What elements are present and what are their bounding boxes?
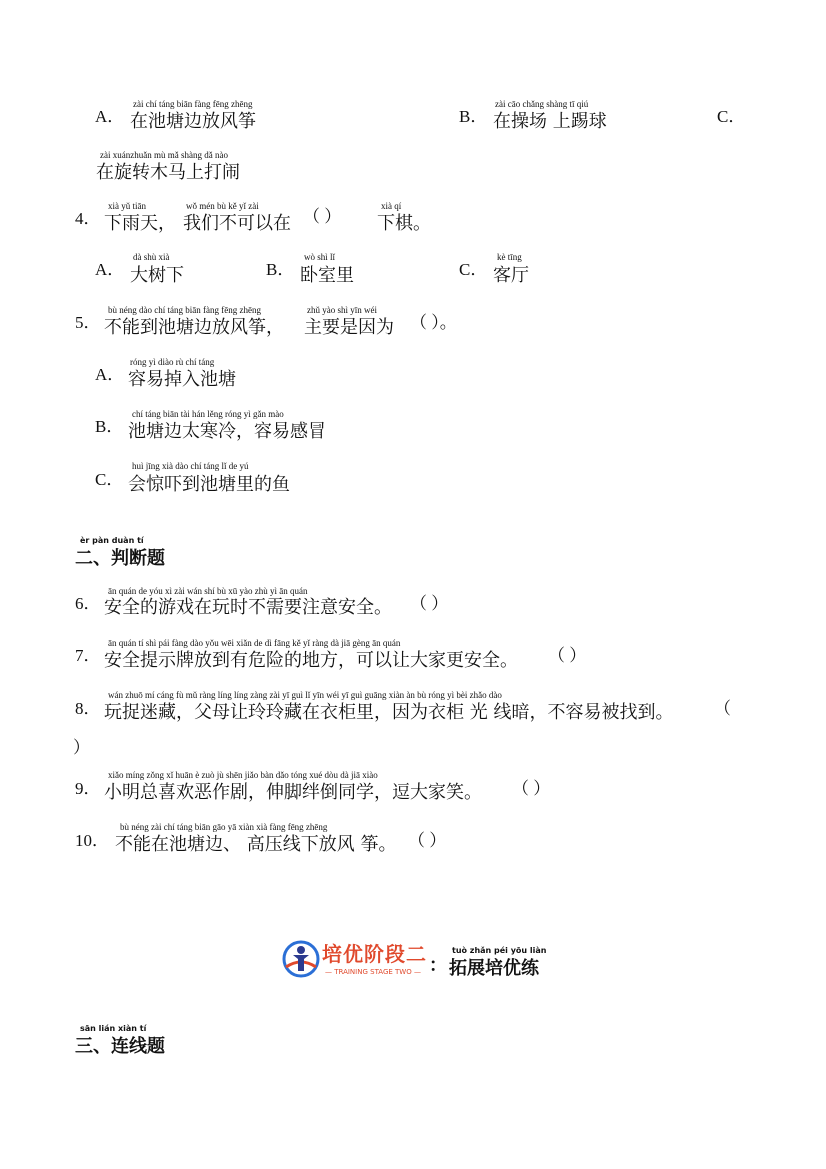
option-text: 在池塘边放风筝: [130, 111, 256, 132]
pinyin: zài xuánzhuǎn mù mǎ shàng dǎ nào: [100, 150, 228, 160]
question-text: 安全的游戏在玩时不需要注意安全。: [104, 597, 392, 618]
pinyin: zhǔ yào shì yīn wéi: [307, 305, 377, 315]
option-text: 会惊吓到池塘里的鱼: [128, 474, 290, 495]
question-text: 不能在池塘边、 高压线下放风 筝。: [115, 834, 397, 855]
option-label: A．: [95, 260, 125, 279]
pinyin: zài cāo chǎng shàng tī qiú: [495, 99, 589, 109]
question-number: 7．: [75, 646, 101, 665]
banner-title: 培优阶段二: [322, 942, 427, 966]
question-text: 不能到池塘边放风筝，: [104, 317, 284, 338]
question-number: 6．: [75, 594, 101, 613]
pinyin: huì jīng xià dào chí táng lǐ de yú: [132, 461, 249, 471]
option-text: 在操场 上踢球: [493, 111, 607, 132]
question-text: 安全提示牌放到有危险的地方，可以让大家更安全。: [104, 650, 518, 671]
banner-pinyin: tuò zhǎn péi yōu liàn: [452, 946, 547, 955]
answer-blank[interactable]: （ ）: [548, 646, 587, 665]
answer-blank[interactable]: （ ）。: [410, 313, 457, 332]
pinyin: ān quán de yóu xì zài wán shí bù xū yào zhù yì ān quán: [108, 586, 308, 596]
section-title: 三、连线题: [75, 1036, 165, 1057]
option-label: B．: [459, 107, 488, 126]
option-label: A．: [95, 107, 125, 126]
option-text: 在旋转木马上打闹: [96, 162, 240, 183]
banner-colon: ：: [429, 955, 447, 976]
training-stage-logo-icon: [281, 939, 321, 979]
question-text: 我们不可以在: [183, 213, 291, 234]
option-label: B．: [95, 417, 124, 436]
pinyin: wò shì lǐ: [304, 252, 336, 262]
answer-blank-open[interactable]: （: [714, 699, 731, 718]
question-number: 10．: [75, 831, 109, 850]
option-text: 大树下: [130, 265, 184, 286]
question-text: 下棋。: [377, 213, 431, 234]
option-text: 容易掉入池塘: [128, 369, 236, 390]
section-title: 二、判断题: [75, 548, 165, 569]
pinyin: bù néng zài chí táng biān gāo yā xiàn xià fàng fēng zhēng: [120, 822, 328, 832]
option-label: C．: [459, 260, 488, 279]
pinyin: xià yǔ tiān: [108, 201, 146, 211]
option-label: B．: [266, 260, 295, 279]
banner-text: 拓展培优练: [449, 958, 539, 979]
pinyin: wǒ mén bù kě yǐ zài: [186, 201, 259, 211]
answer-blank[interactable]: （ ）: [408, 831, 447, 850]
question-number: 4．: [75, 209, 101, 228]
pinyin: ān quán tí shì pái fàng dào yǒu wēi xiǎn de dì fāng kě yǐ ràng dà jiā gèng ān quán: [108, 638, 401, 648]
question-text: 下雨天，: [104, 213, 176, 234]
pinyin: kè tīng: [497, 252, 522, 262]
option-text: 卧室里: [300, 265, 354, 286]
option-text: 客厅: [493, 265, 529, 286]
answer-blank[interactable]: （ ）: [303, 207, 342, 226]
question-number: 8．: [75, 699, 101, 718]
pinyin: zài chí táng biān fàng fēng zhēng: [133, 99, 253, 109]
pinyin: chí táng biān tài hán lěng róng yì gǎn mào: [132, 409, 284, 419]
pinyin: wán zhuō mí cáng fù mǔ ràng líng líng zàng zài yī guì lǐ yīn wéi yī guì guāng xiàn àn bù róng yì bèi zhǎo dào: [108, 690, 502, 700]
pinyin: róng yì diào rù chí táng: [130, 357, 215, 367]
option-label: A．: [95, 365, 125, 384]
pinyin: dà shù xià: [133, 252, 170, 262]
answer-blank-close[interactable]: ）: [73, 738, 90, 757]
question-number: 9．: [75, 779, 101, 798]
section-pinyin: èr pàn duàn tí: [80, 536, 144, 545]
question-text: 主要是因为: [304, 317, 394, 338]
option-label: C．: [717, 107, 746, 126]
question-text: 小明总喜欢恶作剧，伸脚绊倒同学，逗大家笑。: [104, 782, 482, 803]
answer-blank[interactable]: （ ）: [512, 779, 551, 798]
banner-subtitle: — TRAINING STAGE TWO —: [325, 968, 421, 976]
pinyin: xiǎo míng zǒng xǐ huān è zuò jù shēn jiǎo bàn dǎo tóng xué dòu dà jiā xiào: [108, 770, 378, 780]
option-text: 池塘边太寒冷，容易感冒: [128, 421, 326, 442]
pinyin: xià qí: [381, 201, 402, 211]
question-number: 5．: [75, 313, 101, 332]
section-pinyin: sān lián xiàn tí: [80, 1024, 147, 1033]
answer-blank[interactable]: （ ）: [410, 594, 449, 613]
question-text: 玩捉迷藏，父母让玲玲藏在衣柜里，因为衣柜 光 线暗，不容易被找到。: [104, 702, 674, 723]
option-label: C．: [95, 470, 124, 489]
pinyin: bù néng dào chí táng biān fàng fēng zhēng: [108, 305, 261, 315]
